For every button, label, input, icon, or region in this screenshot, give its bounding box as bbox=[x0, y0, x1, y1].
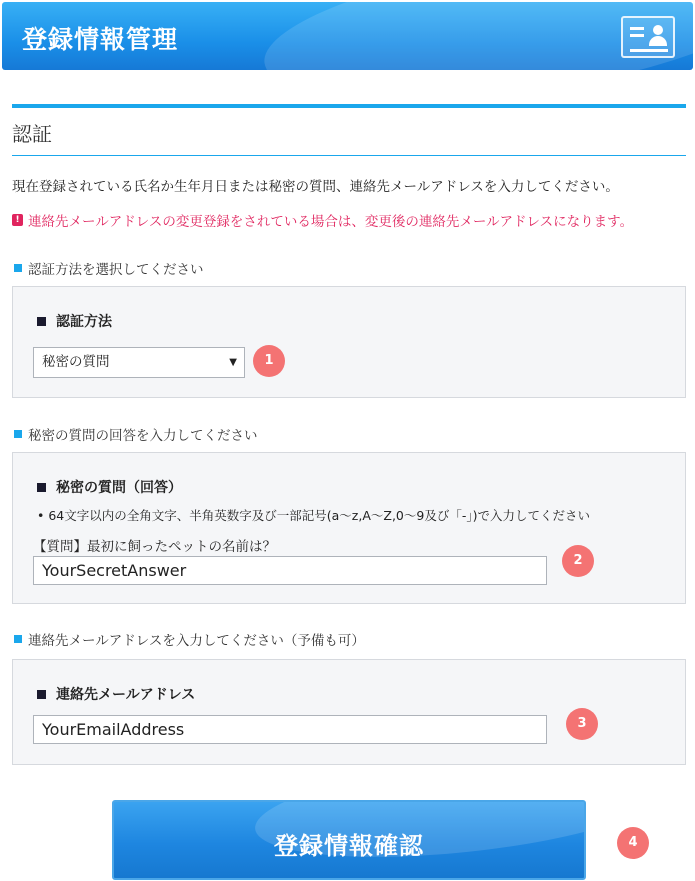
email-group-label: 連絡先メールアドレスを入力してください（予備も可） bbox=[14, 629, 365, 649]
warning-icon: ! bbox=[12, 214, 23, 226]
auth-method-heading: 認証方法 bbox=[37, 311, 112, 331]
secret-answer-input[interactable]: YourSecretAnswer bbox=[33, 556, 547, 585]
page-header bbox=[2, 2, 693, 70]
secret-group-label: 秘密の質問の回答を入力してください bbox=[14, 424, 258, 444]
square-bullet-icon bbox=[14, 264, 22, 272]
auth-method-selected-value: 秘密の質問 bbox=[42, 354, 110, 370]
warning-message bbox=[12, 210, 633, 230]
square-bullet-icon bbox=[37, 690, 46, 699]
warning-text: 連絡先メールアドレスの変更登録をされている場合は、変更後の連絡先メールアドレスになります。 bbox=[28, 214, 634, 230]
secret-heading: 秘密の質問（回答） bbox=[37, 477, 182, 497]
secret-input-rule: • 64文字以内の全角文字、半角英数字及び一部記号(a～z,A～Z,0～9及び「-」)で入力してください bbox=[37, 508, 590, 523]
confirm-registration-button[interactable] bbox=[112, 800, 586, 880]
auth-method-panel bbox=[12, 286, 686, 398]
id-card-icon bbox=[621, 16, 675, 58]
step-badge-4: 4 bbox=[617, 827, 649, 859]
step-badge-1: 1 bbox=[253, 345, 285, 377]
page-title: 登録情報管理 bbox=[22, 25, 179, 54]
section-divider bbox=[12, 155, 686, 156]
intro-text: 現在登録されている氏名か生年月日または秘密の質問、連絡先メールアドレスを入力してください。 bbox=[12, 179, 619, 195]
section-top-border bbox=[12, 104, 686, 108]
square-bullet-icon bbox=[14, 430, 22, 438]
secret-question-text: 【質問】最初に飼ったペットの名前は？ bbox=[33, 539, 276, 555]
secret-panel bbox=[12, 452, 686, 604]
chevron-down-icon: ▼ bbox=[229, 357, 237, 368]
square-bullet-icon bbox=[14, 635, 22, 643]
email-input[interactable]: YourEmailAddress bbox=[33, 715, 547, 744]
auth-method-group-label: 認証方法を選択してください bbox=[14, 258, 204, 278]
email-heading: 連絡先メールアドレス bbox=[37, 684, 195, 704]
step-badge-3: 3 bbox=[566, 708, 598, 740]
section-title: 認証 bbox=[12, 122, 52, 146]
confirm-button-label: 登録情報確認 bbox=[274, 832, 424, 860]
square-bullet-icon bbox=[37, 317, 46, 326]
step-badge-2: 2 bbox=[562, 545, 594, 577]
auth-method-select[interactable] bbox=[33, 347, 245, 378]
square-bullet-icon bbox=[37, 483, 46, 492]
